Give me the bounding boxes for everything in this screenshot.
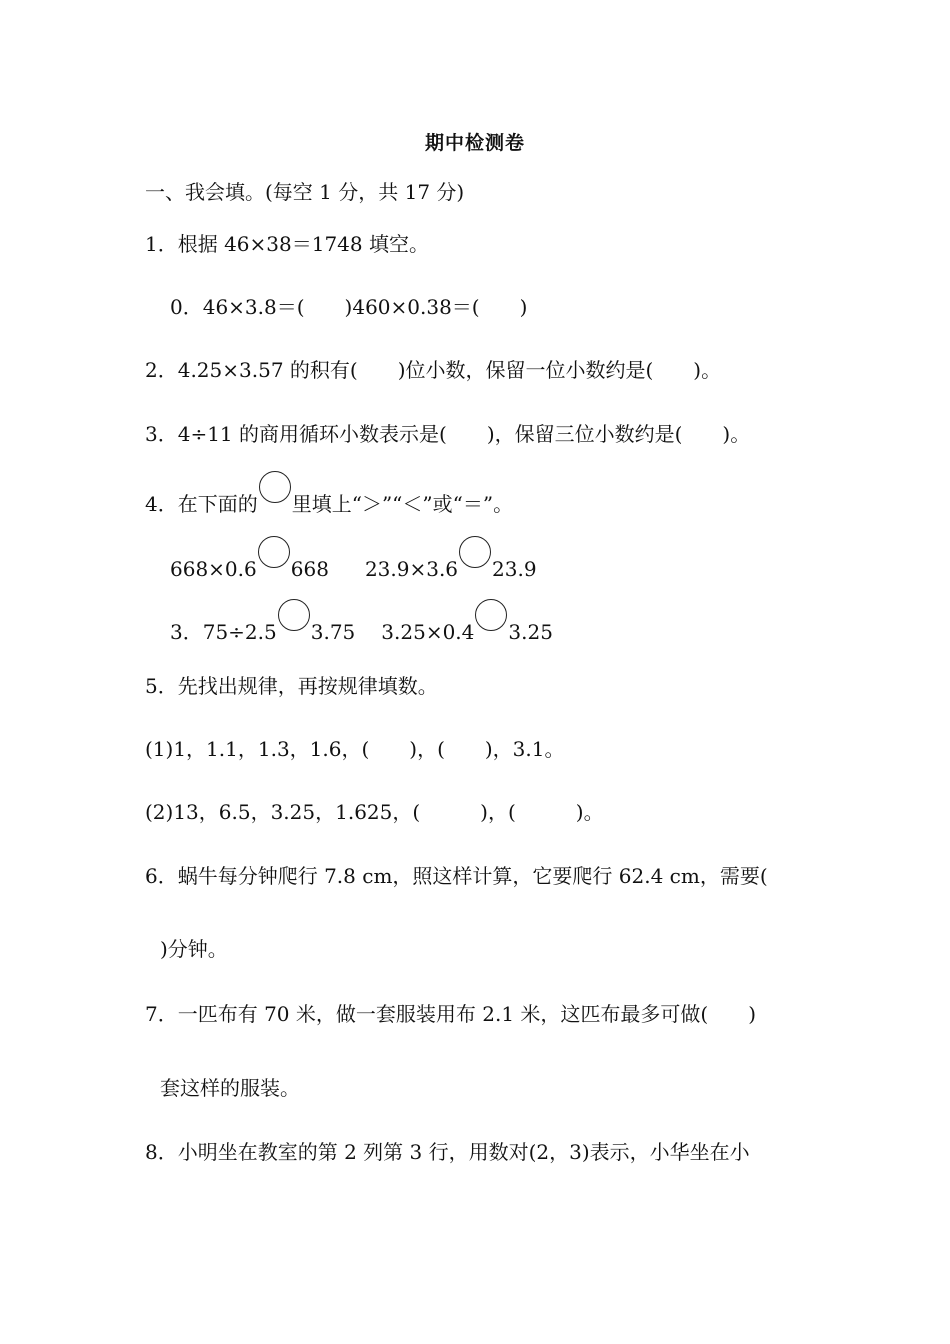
question-4-stem-post: 里填上“＞”“＜”或“＝”。 — [291, 492, 514, 516]
question-4-row-1 — [170, 546, 537, 583]
question-3: 3．4÷11 的商用循环小数表示是( )，保留三位小数约是( )。 — [145, 422, 751, 446]
comparison-circle-icon — [259, 471, 291, 503]
question-1-items — [170, 293, 527, 321]
compare-3-right: 3.75 — [310, 620, 356, 644]
compare-2-right: 23.9 — [492, 557, 537, 581]
compare-1-answer-circle-icon[interactable] — [258, 536, 290, 568]
question-1-item-a: 0．46×3.8＝( ) — [170, 295, 353, 319]
question-1-stem: 1．根据 46×38＝1748 填空。 — [145, 232, 429, 256]
question-8-line-1: 8．小明坐在教室的第 2 列第 3 行，用数对(2，3)表示，小华坐在小 — [145, 1140, 750, 1164]
page-title: 期中检测卷 — [424, 132, 525, 154]
question-5-part-1: (1)1，1.1，1.3，1.6，( )，( )，3.1。 — [145, 737, 565, 761]
question-4-row-2 — [170, 609, 553, 646]
compare-2-answer-circle-icon[interactable] — [459, 536, 491, 568]
section-heading: 一、我会填。(每空 1 分，共 17 分) — [145, 180, 465, 204]
question-5-part-2: (2)13，6.5，3.25，1.625，( )，( )。 — [145, 800, 604, 824]
compare-1-left: 668×0.6 — [170, 557, 257, 581]
compare-4-answer-circle-icon[interactable] — [475, 599, 507, 631]
question-6-line-2: )分钟。 — [160, 937, 228, 961]
question-6-line-1: 6．蜗牛每分钟爬行 7.8 cm，照这样计算，它要爬行 62.4 cm，需要( — [145, 864, 768, 888]
compare-4-right: 3.25 — [508, 620, 553, 644]
compare-2-left: 23.9×3.6 — [364, 557, 459, 581]
question-7-line-2: 套这样的服装。 — [160, 1076, 300, 1100]
question-4-stem — [145, 481, 513, 518]
compare-3-answer-circle-icon[interactable] — [278, 599, 310, 631]
compare-1-right: 668 — [290, 557, 329, 581]
question-4-stem-pre: 4．在下面的 — [145, 492, 258, 516]
question-2: 2．4.25×3.57 的积有( )位小数，保留一位小数约是( )。 — [145, 358, 722, 382]
compare-3-left: 3．75÷2.5 — [170, 620, 277, 644]
question-1-item-b: 460×0.38＝( ) — [352, 295, 528, 319]
compare-4-left: 3.25×0.4 — [381, 620, 475, 644]
question-7-line-1: 7．一匹布有 70 米，做一套服装用布 2.1 米，这匹布最多可做( ) — [145, 1002, 757, 1026]
question-5-stem: 5．先找出规律，再按规律填数。 — [145, 674, 438, 698]
